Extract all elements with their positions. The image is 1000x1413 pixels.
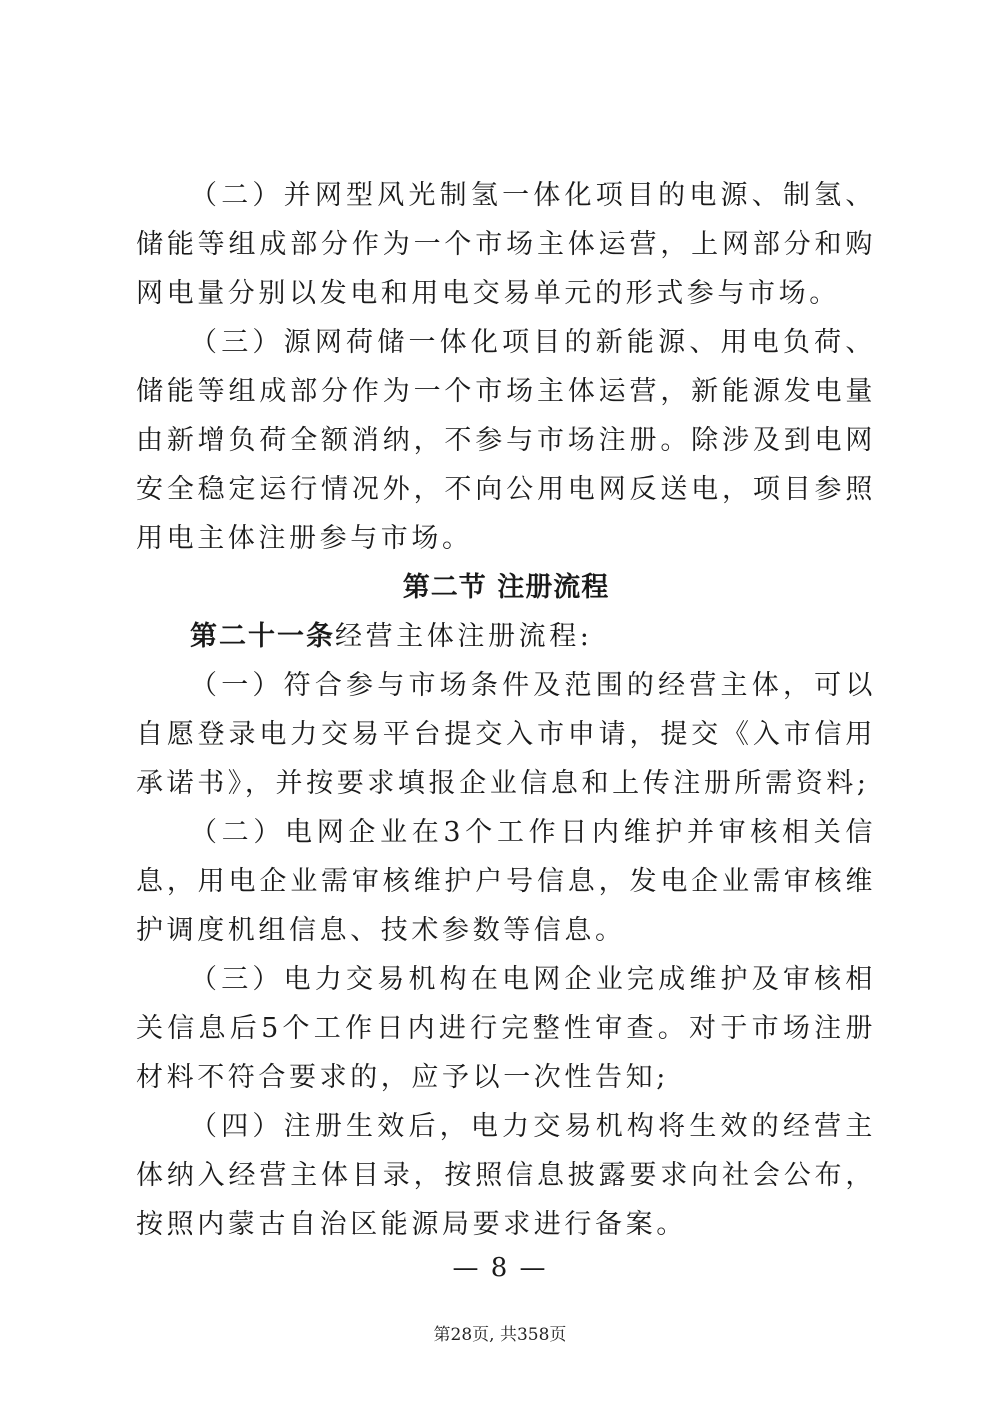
article-21	[136, 612, 876, 661]
paragraph-hydrogen-project: （二）并网型风光制氢一体化项目的电源、制氢、储能等组成部分作为一个市场主体运营，上网部分和购网电量分别以发电和用电交易单元的形式参与市场。	[136, 180, 876, 309]
paragraph-step-2: （二）电网企业在3个工作日内维护并审核相关信息，用电企业需审核维护户号信息，发电企业需审核维护调度机组信息、技术参数等信息。	[136, 817, 876, 946]
article-title: 第二十一条	[190, 621, 335, 652]
section-heading: 第二节 注册流程	[402, 572, 610, 603]
page-footer: 第28页, 共358页	[433, 1325, 567, 1345]
paragraph-step-4: （四）注册生效后，电力交易机构将生效的经营主体纳入经营主体目录，按照信息披露要求向社会公布，按照内蒙古自治区能源局要求进行备案。	[136, 1111, 876, 1240]
paragraph-step-3: （三）电力交易机构在电网企业完成维护及审核相关信息后5个工作日内进行完整性审查。对于市场注册材料不符合要求的，应予以一次性告知;	[136, 964, 876, 1093]
article-text: 经营主体注册流程:	[335, 621, 593, 652]
paragraph-source-grid-load-storage: （三）源网荷储一体化项目的新能源、用电负荷、储能等组成部分作为一个市场主体运营，新能源发电量由新增负荷全额消纳，不参与市场注册。除涉及到电网安全稳定运行情况外，不向公用电网反送电，项目参照用电主体注册参与市场。	[136, 327, 876, 554]
page-number: — 8 —	[452, 1253, 548, 1283]
paragraph-step-1: （一）符合参与市场条件及范围的经营主体，可以自愿登录电力交易平台提交入市申请，提交《入市信用承诺书》，并按要求填报企业信息和上传注册所需资料;	[136, 670, 876, 799]
document-body	[136, 171, 876, 1249]
